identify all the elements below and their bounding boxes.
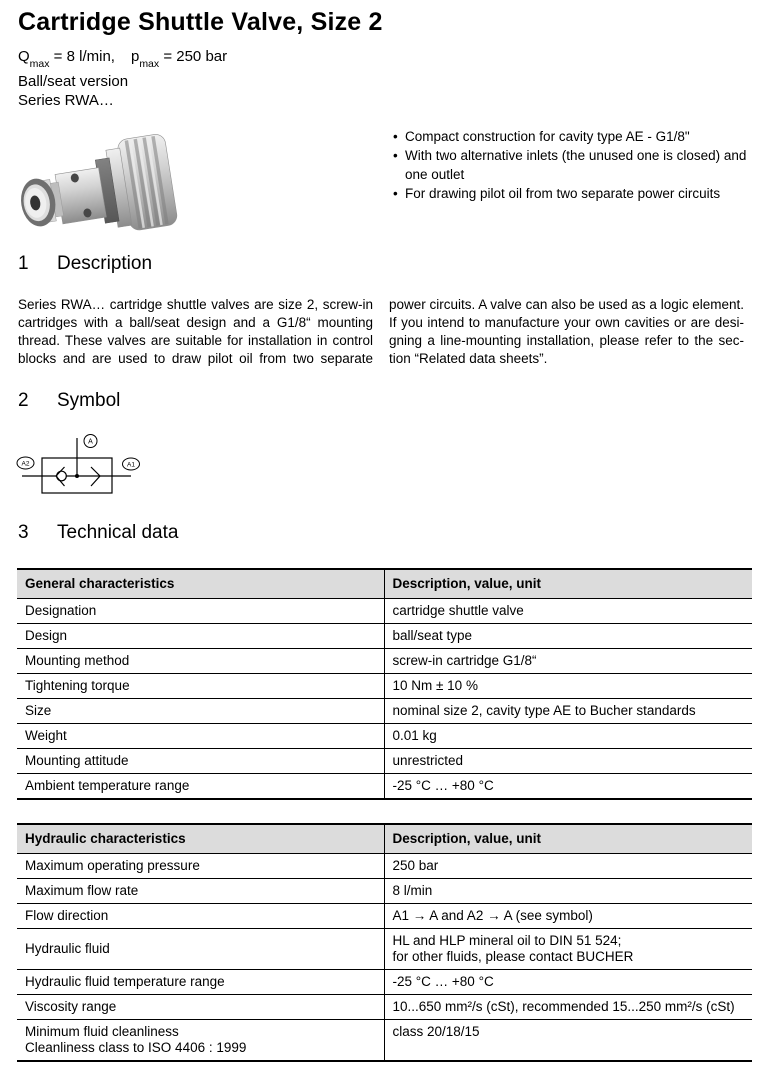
bullet-icon: • <box>393 148 398 163</box>
series-line: Series RWA… <box>18 92 114 109</box>
row-label: Ambient temperature range <box>17 774 384 800</box>
section-number: 3 <box>18 522 29 543</box>
row-value: -25 °C … +80 °C <box>384 774 752 800</box>
valve-photo <box>8 132 183 242</box>
port-a2-label: A2 <box>21 460 30 468</box>
table-row <box>17 699 752 724</box>
feature-item <box>393 127 751 146</box>
hydraulic-characteristics-table <box>17 823 752 1062</box>
bullet-icon: • <box>393 186 398 201</box>
section-heading-technical-data <box>18 522 178 544</box>
row-label <box>17 1020 384 1062</box>
row-value: 10...650 mm²/s (cSt), recommended 15...250 mm²/s (cSt) <box>384 995 752 1020</box>
text-line: gning a line-mounting installation, please refer to the sec- <box>389 333 744 348</box>
text-line: Series RWA… cartridge shuttle valves are size 2, screw-in <box>18 297 373 312</box>
description-right-column <box>389 296 744 368</box>
feature-text: For drawing pilot oil from two separate power circuits <box>405 186 721 201</box>
row-value-line: HL and HLP mineral oil to DIN 51 524; <box>392 933 622 948</box>
row-label-line: Cleanliness class to ISO 4406 : 1999 <box>25 1040 247 1055</box>
row-label: Mounting attitude <box>17 749 384 774</box>
row-value: screw-in cartridge G1/8“ <box>384 649 752 674</box>
table-row <box>17 929 752 970</box>
spec-block <box>18 47 227 110</box>
q-subscript: max <box>29 58 50 70</box>
table-row <box>17 724 752 749</box>
row-value: unrestricted <box>384 749 752 774</box>
row-label: Design <box>17 624 384 649</box>
table-row <box>17 749 752 774</box>
junction-dot <box>75 474 79 478</box>
row-value <box>384 929 752 970</box>
section-number: 2 <box>18 390 29 411</box>
column-header: Description, value, unit <box>384 824 752 854</box>
row-label: Maximum flow rate <box>17 879 384 904</box>
text-line: tion “Related data sheets”. <box>389 351 548 366</box>
table-row <box>17 674 752 699</box>
port-a-label: A <box>88 438 93 446</box>
row-label: Designation <box>17 599 384 624</box>
q-value: = 8 l/min, <box>49 48 115 65</box>
feature-item <box>393 146 751 184</box>
section-heading-symbol <box>18 390 120 412</box>
bullet-icon: • <box>393 129 398 144</box>
section-title: Technical data <box>57 522 179 543</box>
feature-list <box>393 127 751 203</box>
p-symbol: p <box>130 48 140 65</box>
row-label: Hydraulic fluid temperature range <box>17 970 384 995</box>
description-left-column <box>18 296 373 368</box>
table-row <box>17 854 752 879</box>
row-label: Maximum operating pressure <box>17 854 384 879</box>
section-number: 1 <box>18 253 29 274</box>
text-line: blocks and are used to draw pilot oil from two separate <box>18 351 373 366</box>
version-line: Ball/seat version <box>18 73 129 90</box>
column-header: General characteristics <box>17 569 384 599</box>
row-value: 8 l/min <box>384 879 752 904</box>
table-row <box>17 649 752 674</box>
page-title: Cartridge Shuttle Valve, Size 2 <box>18 8 383 36</box>
text-line: thread. These valves are suitable for installation in control <box>18 333 373 348</box>
max-spec-line <box>18 47 227 72</box>
table-header-row <box>17 824 752 854</box>
general-characteristics-table <box>17 568 752 800</box>
row-value: class 20/18/15 <box>384 1020 752 1062</box>
row-value: nominal size 2, cavity type AE to Bucher standards <box>384 699 752 724</box>
description-text <box>18 296 744 368</box>
row-value: A1 → A and A2 → A (see symbol) <box>384 904 752 929</box>
row-label: Hydraulic fluid <box>17 929 384 970</box>
port-a1-label: A1 <box>127 461 135 469</box>
p-subscript: max <box>139 58 160 70</box>
table-row <box>17 995 752 1020</box>
row-value: ball/seat type <box>384 624 752 649</box>
column-header: Hydraulic characteristics <box>17 824 384 854</box>
row-value: 10 Nm ± 10 % <box>384 674 752 699</box>
section-heading-description <box>18 253 152 275</box>
row-value-line: for other fluids, please contact BUCHER <box>392 949 634 964</box>
row-label: Mounting method <box>17 649 384 674</box>
row-label: Size <box>17 699 384 724</box>
table-row <box>17 599 752 624</box>
table-row <box>17 1020 752 1062</box>
feature-text: Compact construction for cavity type AE - G1/8" <box>405 129 690 144</box>
row-label: Weight <box>17 724 384 749</box>
table-row <box>17 774 752 800</box>
row-label-line: Minimum fluid cleanliness <box>25 1024 179 1039</box>
table-header-row <box>17 569 752 599</box>
table-row <box>17 970 752 995</box>
row-label: Tightening torque <box>17 674 384 699</box>
section-title: Symbol <box>57 390 121 411</box>
column-header: Description, value, unit <box>384 569 752 599</box>
table-row <box>17 879 752 904</box>
row-value: 250 bar <box>384 854 752 879</box>
table-row <box>17 904 752 929</box>
text-line: cartridges with a ball/seat design and a G1/8“ mounting <box>18 315 373 330</box>
shuttle-valve-symbol <box>15 425 167 515</box>
table-row <box>17 624 752 649</box>
row-label: Flow direction <box>17 904 384 929</box>
row-value: 0.01 kg <box>384 724 752 749</box>
feature-item <box>393 184 751 203</box>
text-line: power circuits. A valve can also be used as a logic element. <box>389 297 744 312</box>
p-value: = 250 bar <box>159 48 228 65</box>
row-value: -25 °C … +80 °C <box>384 970 752 995</box>
row-value: cartridge shuttle valve <box>384 599 752 624</box>
row-label: Viscosity range <box>17 995 384 1020</box>
feature-text: With two alternative inlets (the unused one is closed) and one outlet <box>405 148 747 182</box>
q-symbol: Q <box>18 48 30 65</box>
section-title: Description <box>57 253 153 274</box>
text-line: If you intend to manufacture your own cavities or are desi- <box>389 315 744 330</box>
